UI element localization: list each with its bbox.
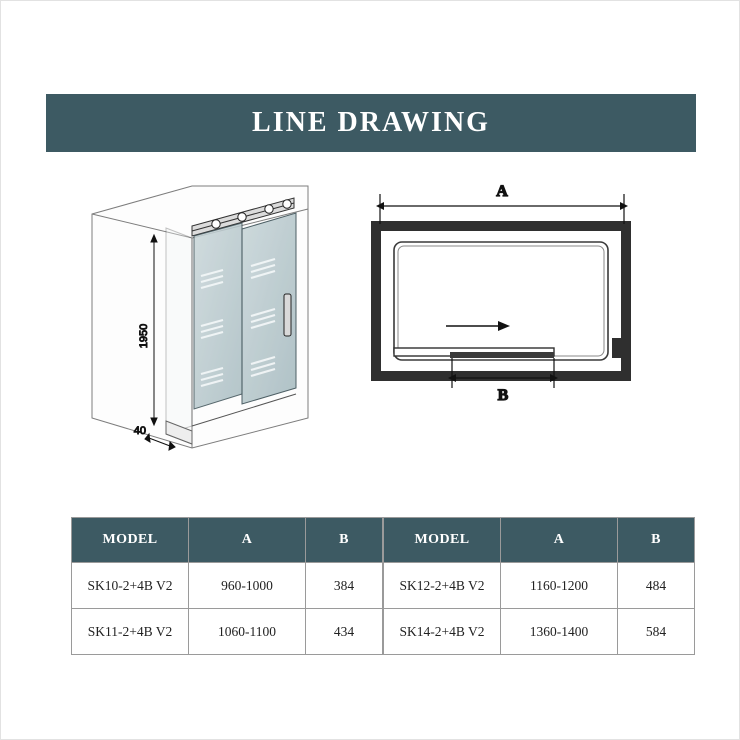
column-header-a: A (189, 518, 306, 563)
dimension-a-label: A (496, 183, 508, 200)
table-row (72, 563, 383, 609)
depth-label: 40 (133, 425, 146, 437)
cell-a: 1060-1100 (189, 609, 306, 655)
cell-model: SK10-2+4B V2 (72, 563, 189, 609)
cell-b: 434 (306, 609, 383, 655)
page-title-banner (46, 94, 696, 152)
table-row (384, 609, 695, 655)
column-header-model: MODEL (72, 518, 189, 563)
line-drawing-area (46, 166, 696, 496)
table-header-row (72, 518, 383, 563)
page-title: LINE DRAWING (252, 107, 490, 138)
column-header-model: MODEL (384, 518, 501, 563)
column-header-b: B (618, 518, 695, 563)
cell-model: SK11-2+4B V2 (72, 609, 189, 655)
cell-b: 584 (618, 609, 695, 655)
column-header-a: A (501, 518, 618, 563)
column-header-b: B (306, 518, 383, 563)
cell-a: 1160-1200 (501, 563, 618, 609)
cell-b: 484 (618, 563, 695, 609)
left-spec-table (71, 517, 383, 655)
shower-enclosure-3d-view (92, 186, 308, 448)
shower-enclosure-plan-view (376, 226, 626, 376)
dimension-b-label: B (497, 387, 509, 404)
table-row (72, 609, 383, 655)
table-row (384, 563, 695, 609)
right-spec-table (383, 517, 695, 655)
cell-a: 1360-1400 (501, 609, 618, 655)
dimension-a (376, 183, 628, 224)
cell-model: SK12-2+4B V2 (384, 563, 501, 609)
table-header-row (384, 518, 695, 563)
cell-b: 384 (306, 563, 383, 609)
cell-a: 960-1000 (189, 563, 306, 609)
height-label: 1950 (138, 323, 150, 349)
cell-model: SK14-2+4B V2 (384, 609, 501, 655)
